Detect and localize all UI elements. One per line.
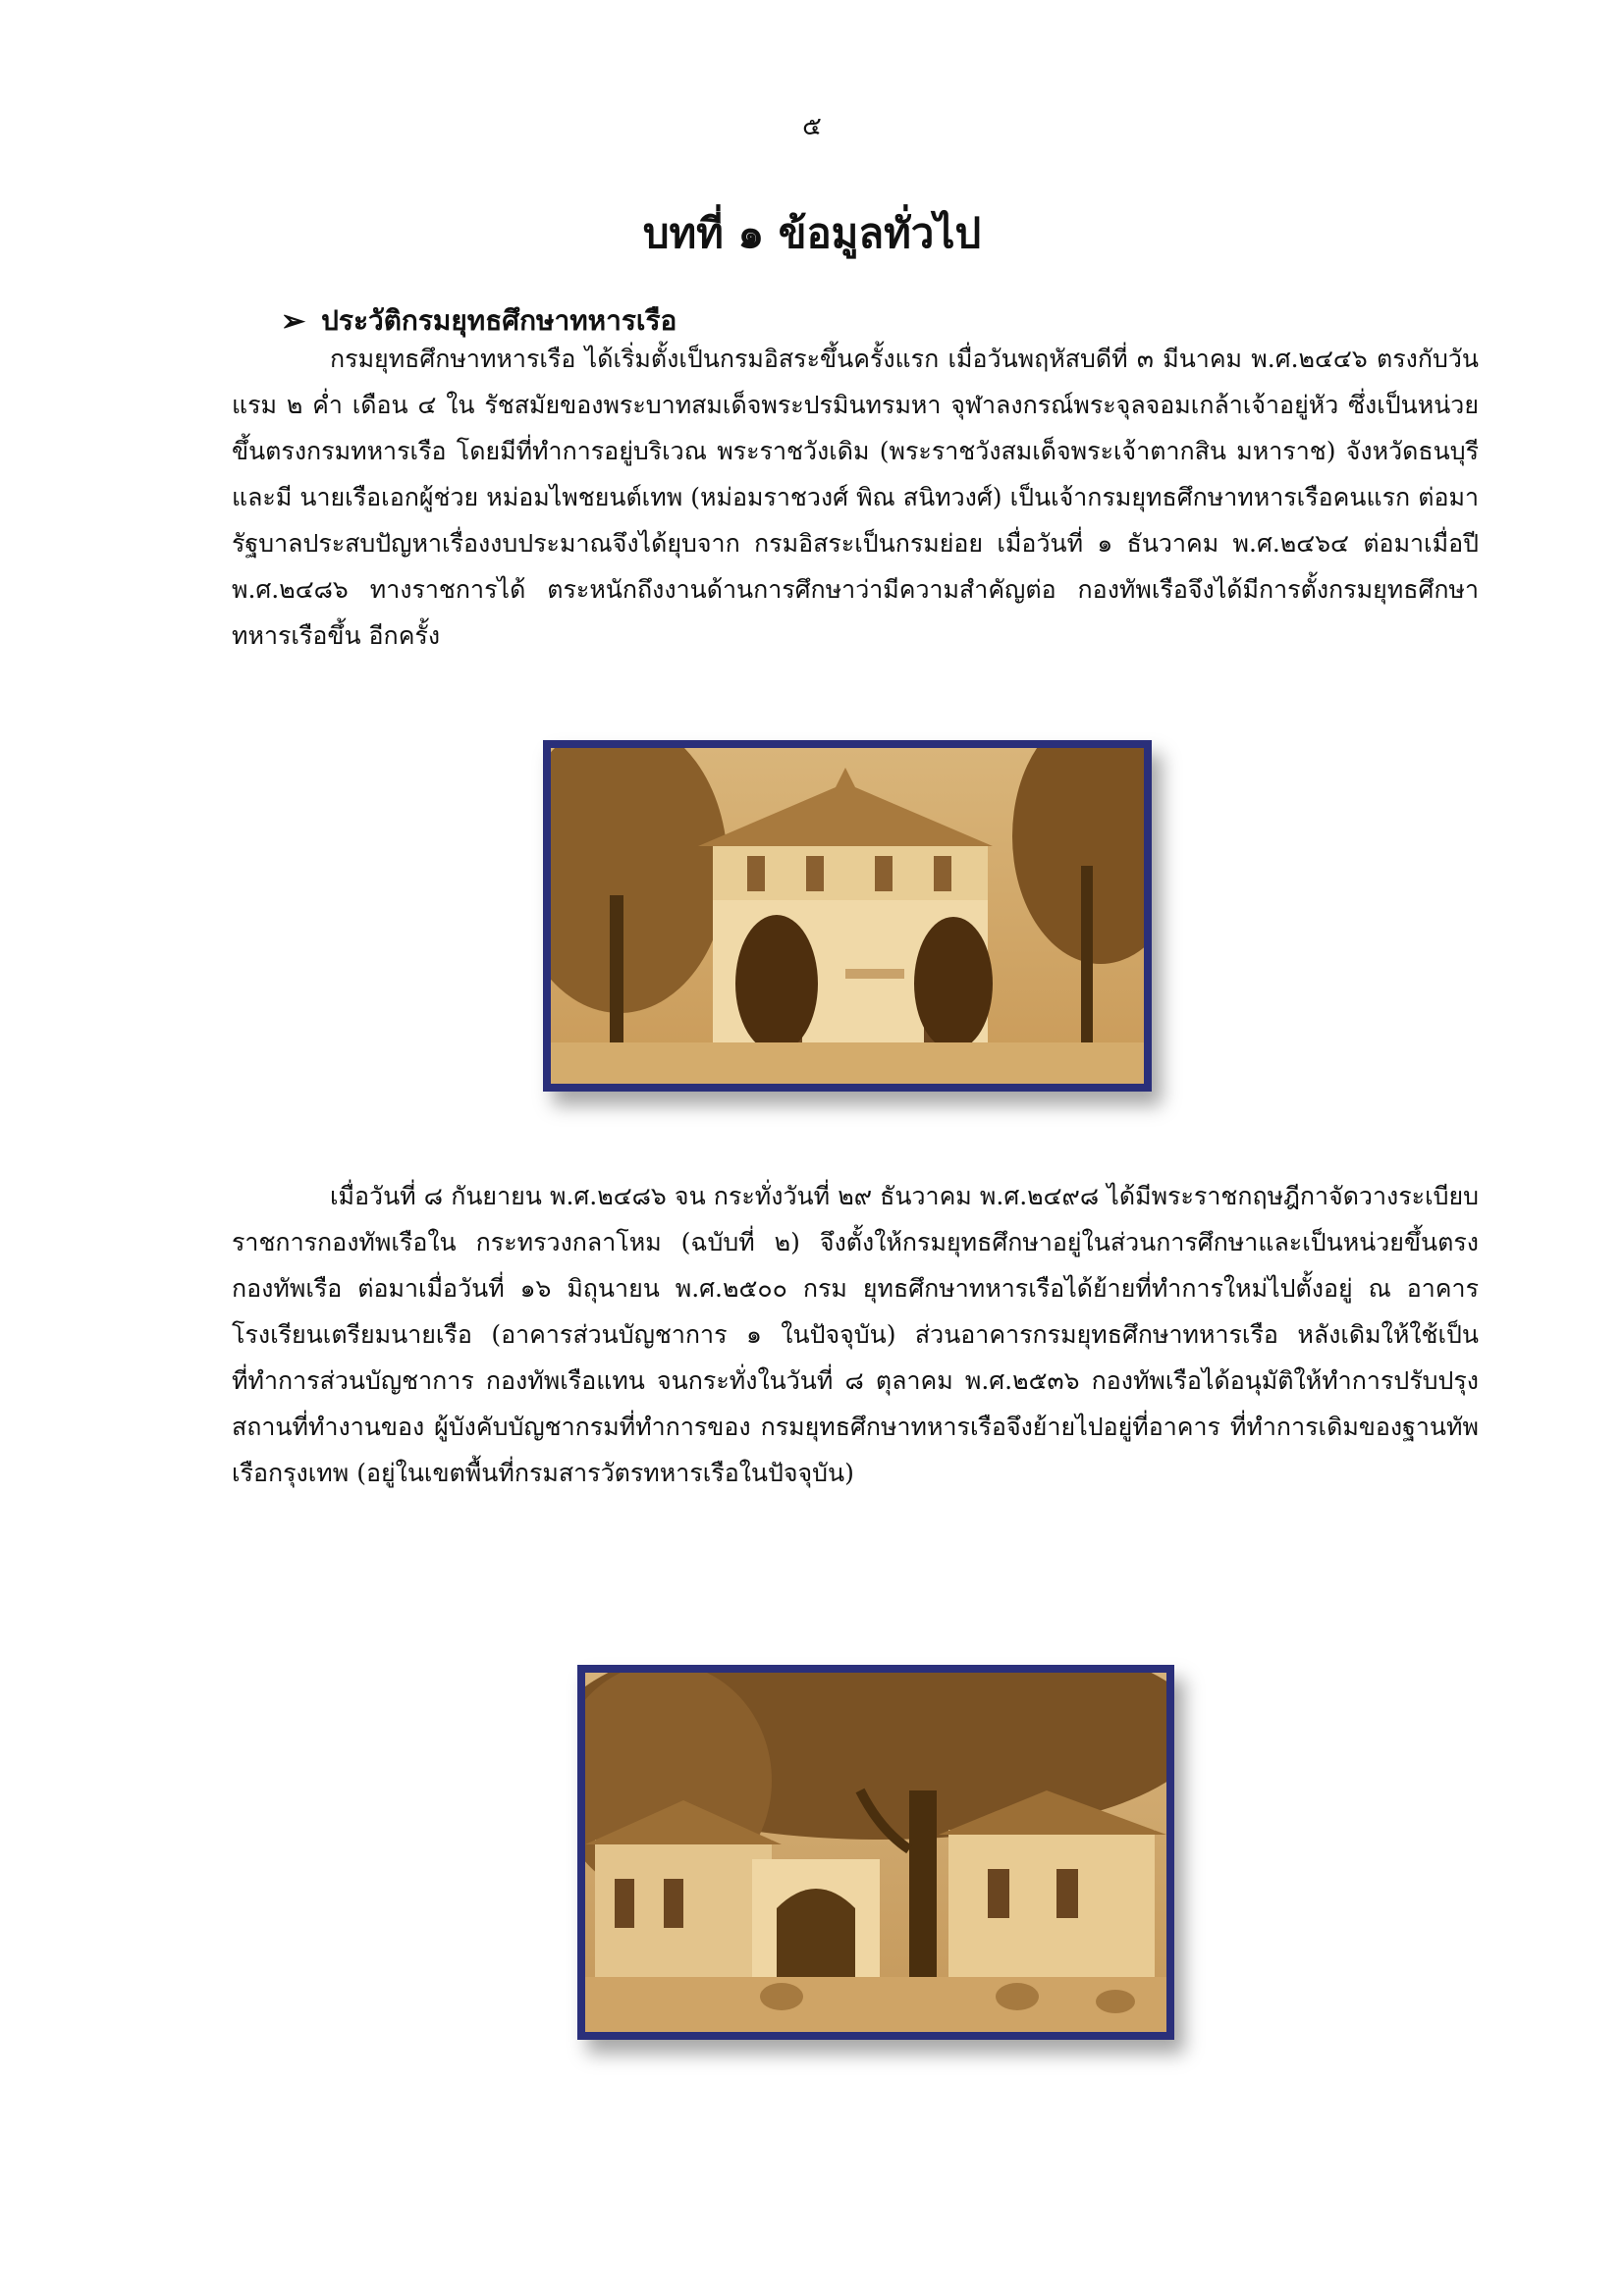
chapter-title: บทที่ ๑ ข้อมูลทั่วไป	[642, 209, 982, 257]
sepia-building-image	[585, 1673, 1166, 2032]
section-heading-text: ประวัติกรมยุทธศึกษาทหารเรือ	[321, 304, 677, 337]
history-paragraph-2: เมื่อวันที่ ๘ กันยายน พ.ศ.๒๔๘๖ จน กระทั่งวันที่ ๒๙ ธันวาคม พ.ศ.๒๔๙๘ ได้มีพระราชกฤษฎีกาจัดวางระเบียบราชการกองทัพเรือใน กระทรวงกลาโหม (ฉบับที่ ๒) จึงตั้งให้กรมยุทธศึกษาอยู่ในส่วนการศึกษาและเป็นหน่วยขึ้นตรง กองทัพเรือ ต่อมาเมื่อวันที่ ๑๖ มิถุนายน พ.ศ.๒๕๐๐ กรม ยุทธศึกษาทหารเรือได้ย้ายที่ทำการใหม่ไปตั้งอยู่ ณ อาคารโรงเรียนเตรียมนายเรือ (อาคารส่วนบัญชาการ ๑ ในปัจจุบัน) ส่วนอาคารกรมยุทธศึกษาทหารเรือ หลังเดิมให้ใช้เป็นที่ทำการส่วนบัญชาการ กองทัพเรือแทน จนกระทั่งในวันที่ ๘ ตุลาคม พ.ศ.๒๕๓๖ กองทัพเรือได้อนุมัติให้ทำการปรับปรุง สถานที่ทำงานของ ผู้บังคับบัญชากรมที่ทำการของ กรมยุทธศึกษาทหารเรือจึงย้ายไปอยู่ที่อาคาร ที่ทำการเดิมของฐานทัพเรือกรุงเทพ (อยู่ในเขตพื้นที่กรมสารวัตรทหารเรือในปัจจุบัน)	[232, 1182, 1479, 1487]
history-paragraph-1: กรมยุทธศึกษาทหารเรือ ได้เริ่มตั้งเป็นกรมอิสระขึ้นครั้งแรก เมื่อวันพฤหัสบดีที่ ๓ มีนาคม พ.ศ.๒๔๔๖ ตรงกับวันแรม ๒ ค่ำ เดือน ๔ ใน รัชสมัยของพระบาทสมเด็จพระปรมินทรมหา จุฬาลงกรณ์พระจุลจอมเกล้าเจ้าอยู่หัว ซึ่งเป็นหน่วยขึ้นตรงกรมทหารเรือ โดยมีที่ทำการอยู่บริเวณ พระราชวังเดิม (พระราชวังสมเด็จพระเจ้าตากสิน มหาราช) จังหวัดธนบุรี และมี นายเรือเอกผู้ช่วย หม่อมไพชยนต์เทพ (หม่อมราชวงศ์ พิณ สนิทวงศ์) เป็นเจ้ากรมยุทธศึกษาทหารเรือคนแรก ต่อมา รัฐบาลประสบปัญหาเรื่องงบประมาณจึงได้ยุบจาก กรมอิสระเป็นกรมย่อย เมื่อวันที่ ๑ ธันวาคม พ.ศ.๒๔๖๔ ต่อมาเมื่อปี พ.ศ.๒๔๘๖ ทางราชการได้ ตระหนักถึงงานด้านการศึกษาว่ามีความสำคัญต่อ กองทัพเรือจึงได้มีการตั้งกรมยุทธศึกษาทหารเรือขึ้น อีกครั้ง	[232, 345, 1479, 650]
historic-building-photo-2	[577, 1665, 1174, 2040]
historic-building-photo-1	[543, 740, 1152, 1092]
sepia-building-image	[551, 748, 1144, 1084]
arrow-bullet-icon: ➢	[281, 303, 306, 339]
page-number: ๕	[802, 112, 822, 141]
